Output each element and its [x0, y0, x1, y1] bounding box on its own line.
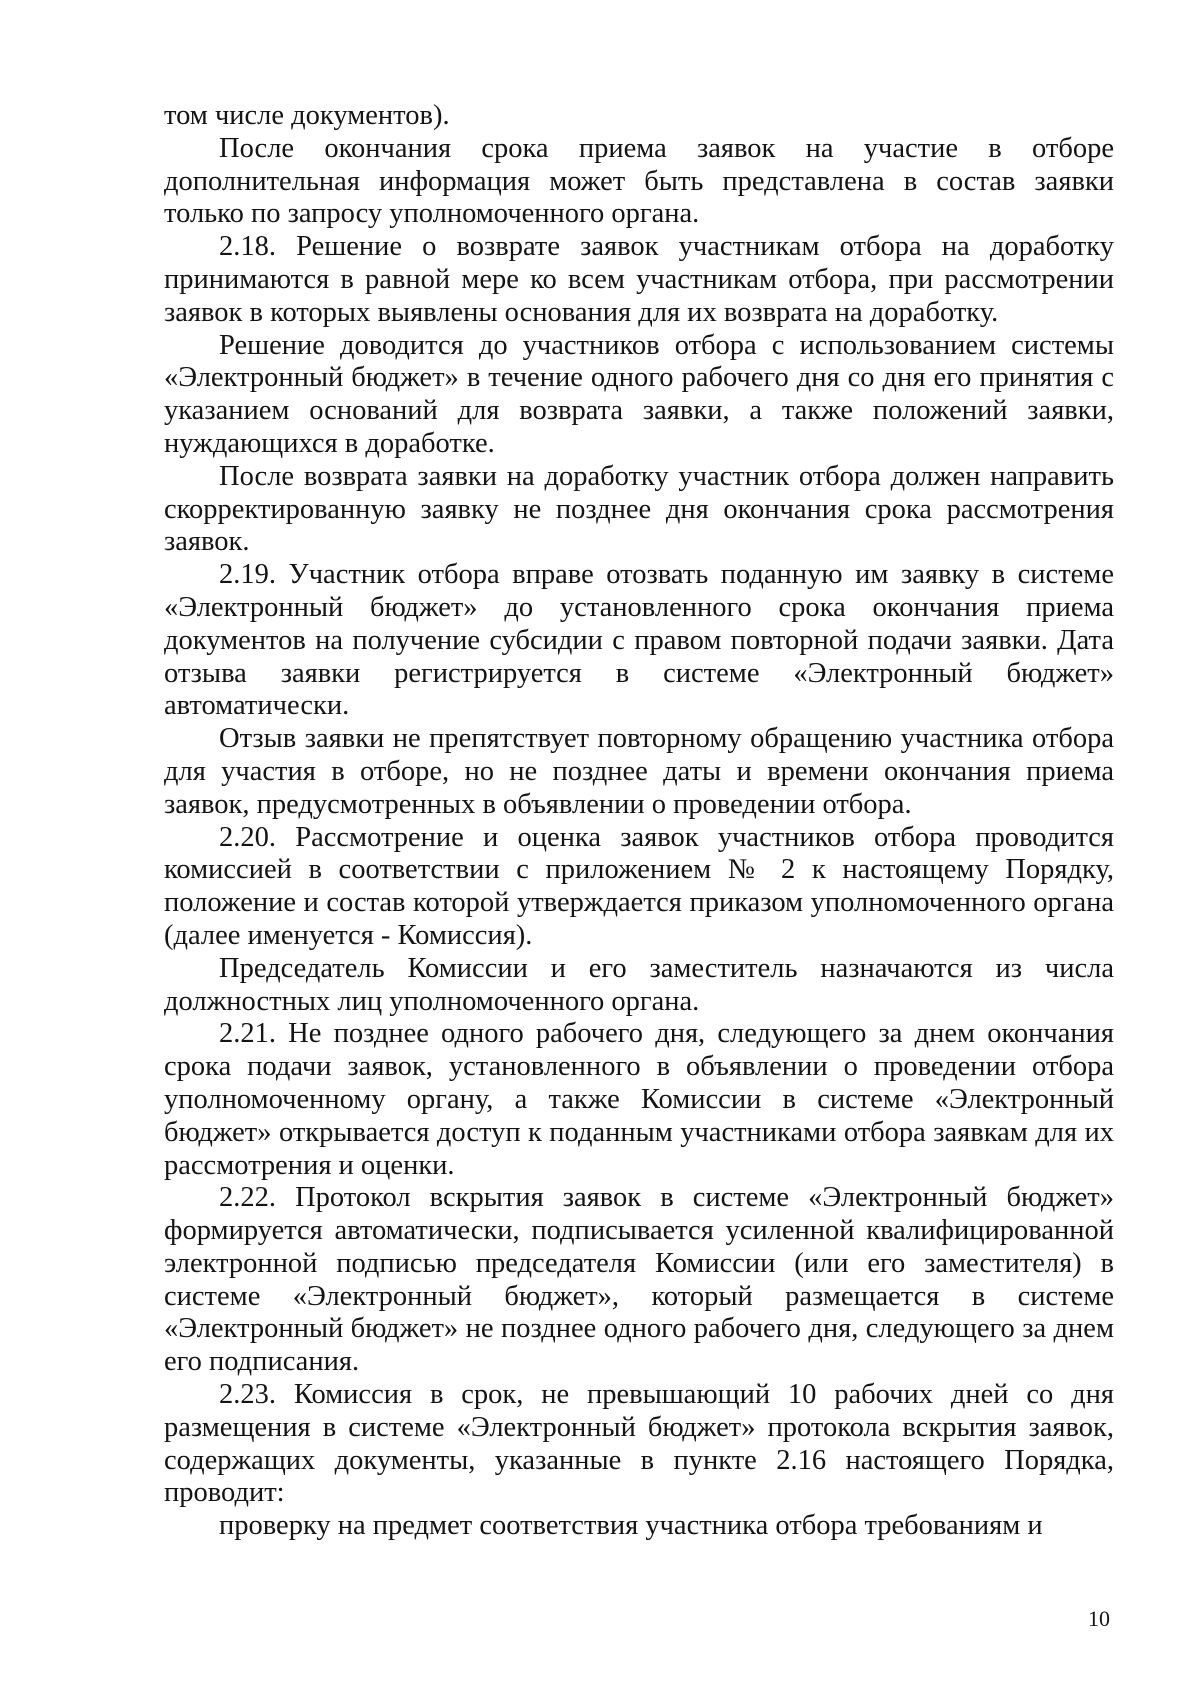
- paragraph-continuation: том числе документов).: [164, 100, 450, 131]
- paragraph-withdrawal: Отзыв заявки не препятствует повторному обращению участника отбора для участия в отборе, но не позднее даты и времени окончания приема заявок, предусмотренных в объявлении о проведении отбора.: [164, 723, 1114, 820]
- document-body: [164, 100, 1114, 1543]
- paragraph-2-20: 2.20. Рассмотрение и оценка заявок участников отбора проводится комиссией в соответствии с приложением № 2 к настоящему Порядку, положение и состав которой утверждается приказом уполномоченного органа (далее именуется - Комиссия).: [164, 821, 1114, 951]
- paragraph-decision-notice: Решение доводится до участников отбора с использованием системы «Электронный бюджет» в течение одного рабочего дня со дня его принятия с указанием оснований для возврата заявки, а также положений заявки, нуждающихся в доработке.: [164, 329, 1114, 459]
- paragraph-2-21: 2.21. Не позднее одного рабочего дня, следующего за днем окончания срока подачи заявок, установленного в объявлении о проведении отбора уполномоченному органу, а также Комиссии в системе «Электронный бюджет» открывается доступ к поданным участниками отбора заявкам для их рассмотрения и оценки.: [164, 1018, 1114, 1181]
- paragraph-check: проверку на предмет соответствия участника отбора требованиям и: [219, 1510, 1043, 1542]
- paragraph-chairman: Председатель Комиссии и его заместитель назначаются из числа должностных лиц уполномоченного органа.: [164, 952, 1114, 1017]
- paragraph-2-19: 2.19. Участник отбора вправе отозвать поданную им заявку в системе «Электронный бюджет» до установленного срока окончания приема документов на получение субсидии с правом повторной подачи заявки. Дата отзыва заявки регистрируется в системе «Электронный бюджет» автоматически.: [164, 559, 1114, 722]
- paragraph-2-22: 2.22. Протокол вскрытия заявок в системе «Электронный бюджет» формируется автоматически, подписывается усиленной квалифицированной электронной подписью председателя Комиссии (или его заместителя) в системе «Электронный бюджет», который размещается в системе «Электронный бюджет» не позднее одного рабочего дня, следующего за днем его подписания.: [164, 1182, 1114, 1378]
- paragraph-additional-info: После окончания срока приема заявок на участие в отборе дополнительная информация может быть представлена в состав заявки только по запросу уполномоченного органа.: [164, 132, 1114, 230]
- page-number: 10: [1088, 1606, 1110, 1631]
- paragraph-after-return: После возврата заявки на доработку участник отбора должен направить скорректированную заявку не позднее дня окончания срока рассмотрения заявок.: [164, 460, 1114, 558]
- paragraph-2-23: 2.23. Комиссия в срок, не превышающий 10 рабочих дней со дня размещения в системе «Электронный бюджет» протокола вскрытия заявок, содержащих документы, указанные в пункте 2.16 настоящего Порядка, проводит:: [164, 1379, 1114, 1509]
- paragraph-2-18: 2.18. Решение о возврате заявок участникам отбора на доработку принимаются в равной мере ко всем участникам отбора, при рассмотрении заявок в которых выявлены основания для их возврата на доработку.: [164, 231, 1114, 328]
